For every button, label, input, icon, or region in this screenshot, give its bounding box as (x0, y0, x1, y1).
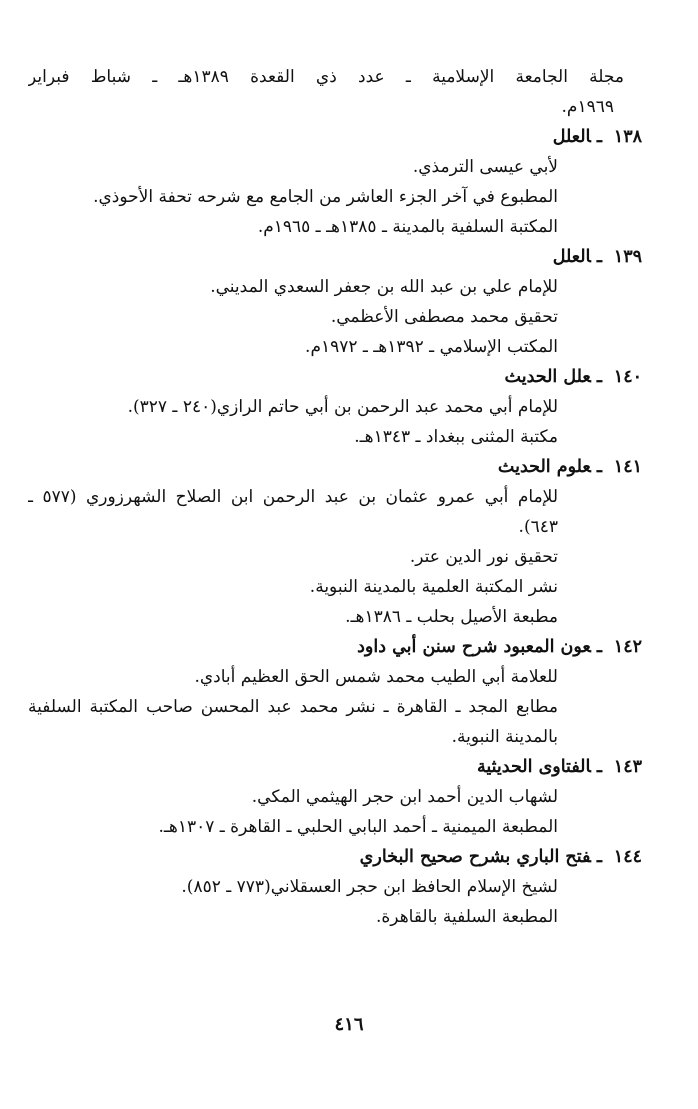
entry-line: ٦٤٣). (518, 517, 558, 537)
entry-line: تحقيق محمد مصطفى الأعظمي. (330, 307, 558, 327)
entry-number: ١٣٩ (613, 247, 642, 267)
entry-number: ١٤٣ (613, 757, 642, 777)
entry-line: بالمدينة النبوية. (451, 727, 558, 747)
entry-number: ١٤٢ (613, 637, 642, 657)
entry-heading: ١٤٤ـفتح الباري بشرح صحيح البخاري (28, 842, 642, 872)
entry-title: فتح الباري بشرح صحيح البخاري (359, 847, 591, 867)
entry-title: العلل (552, 247, 591, 267)
entry-line: للإمام علي بن عبد الله بن جعفر السعدي المديني. (210, 277, 558, 297)
entry-line: لشهاب الدين أحمد ابن حجر الهيثمي المكي. (251, 787, 558, 807)
entry-title: علوم الحديث (497, 457, 591, 477)
intro-line: ١٩٦٩م. (561, 97, 614, 117)
entry-line: لشيخ الإسلام الحافظ ابن حجر العسقلاني(٧٧٣ ـ ٨٥٢). (181, 877, 558, 897)
entry-title: الفتاوى الحديثية (476, 757, 591, 777)
entry-line: نشر المكتبة العلمية بالمدينة النبوية. (309, 577, 558, 597)
entry-line: مطبعة الأصيل بحلب ـ ١٣٨٦هـ. (345, 607, 558, 627)
entry-title: العلل (552, 127, 591, 147)
entry-line: مكتبة المثنى ببغداد ـ ١٣٤٣هـ. (354, 427, 558, 447)
intro-continuation (28, 62, 642, 122)
bib-entry (28, 752, 642, 842)
entry-number: ١٣٨ (613, 127, 642, 147)
entry-title: عون المعبود شرح سنن أبي داود (357, 637, 591, 657)
bib-entry (28, 452, 642, 632)
entry-line: للعلامة أبي الطيب محمد شمس الحق العظيم أبادي. (194, 667, 558, 687)
intro-line: مجلة الجامعة الإسلامية ـ عدد ذي القعدة ١٣٨٩هـ ـ شباط فبراير (28, 67, 625, 87)
entry-heading: ١٤٣ـالفتاوى الحديثية (28, 752, 642, 782)
entry-heading: ١٤٠ـعلل الحديث (28, 362, 642, 392)
entry-line: المطبعة الميمنية ـ أحمد البابي الحلبي ـ القاهرة ـ ١٣٠٧هـ. (158, 817, 558, 837)
page-number: ٤١٦ (334, 1014, 364, 1035)
bib-entry (28, 632, 642, 752)
entry-line: للإمام أبي عمرو عثمان بن عبد الرحمن ابن الصلاح الشهرزوري (٥٧٧ ـ (28, 487, 559, 507)
entry-number: ١٤١ (613, 457, 642, 477)
entry-line: المكتب الإسلامي ـ ١٣٩٢هـ ـ ١٩٧٢م. (305, 337, 558, 357)
entry-heading: ١٣٨ـالعلل (28, 122, 642, 152)
bib-entry (28, 122, 642, 242)
bib-entry (28, 842, 642, 932)
bibliography-column (28, 62, 642, 932)
entry-title: علل الحديث (504, 367, 591, 387)
entry-number: ١٤٤ (613, 847, 642, 867)
bib-entry (28, 362, 642, 452)
entry-line: مطابع المجد ـ القاهرة ـ نشر محمد عبد المحسن صاحب المكتبة السلفية (28, 697, 558, 717)
entry-heading: ١٤١ـعلوم الحديث (28, 452, 642, 482)
entry-line: المطبوع في آخر الجزء العاشر من الجامع مع شرحه تحفة الأحوذي. (93, 187, 558, 207)
entry-number: ١٤٠ (613, 367, 642, 387)
entry-heading: ١٣٩ـالعلل (28, 242, 642, 272)
entry-line: للإمام أبي محمد عبد الرحمن بن أبي حاتم الرازي(٢٤٠ ـ ٣٢٧). (127, 397, 558, 417)
entry-line: تحقيق نور الدين عتر. (409, 547, 558, 567)
bib-entry (28, 242, 642, 362)
entry-line: المطبعة السلفية بالقاهرة. (376, 907, 558, 927)
entry-line: لأبي عيسى الترمذي. (412, 157, 558, 177)
entry-line: المكتبة السلفية بالمدينة ـ ١٣٨٥هـ ـ ١٩٦٥م. (257, 217, 558, 237)
entry-heading: ١٤٢ـعون المعبود شرح سنن أبي داود (28, 632, 642, 662)
